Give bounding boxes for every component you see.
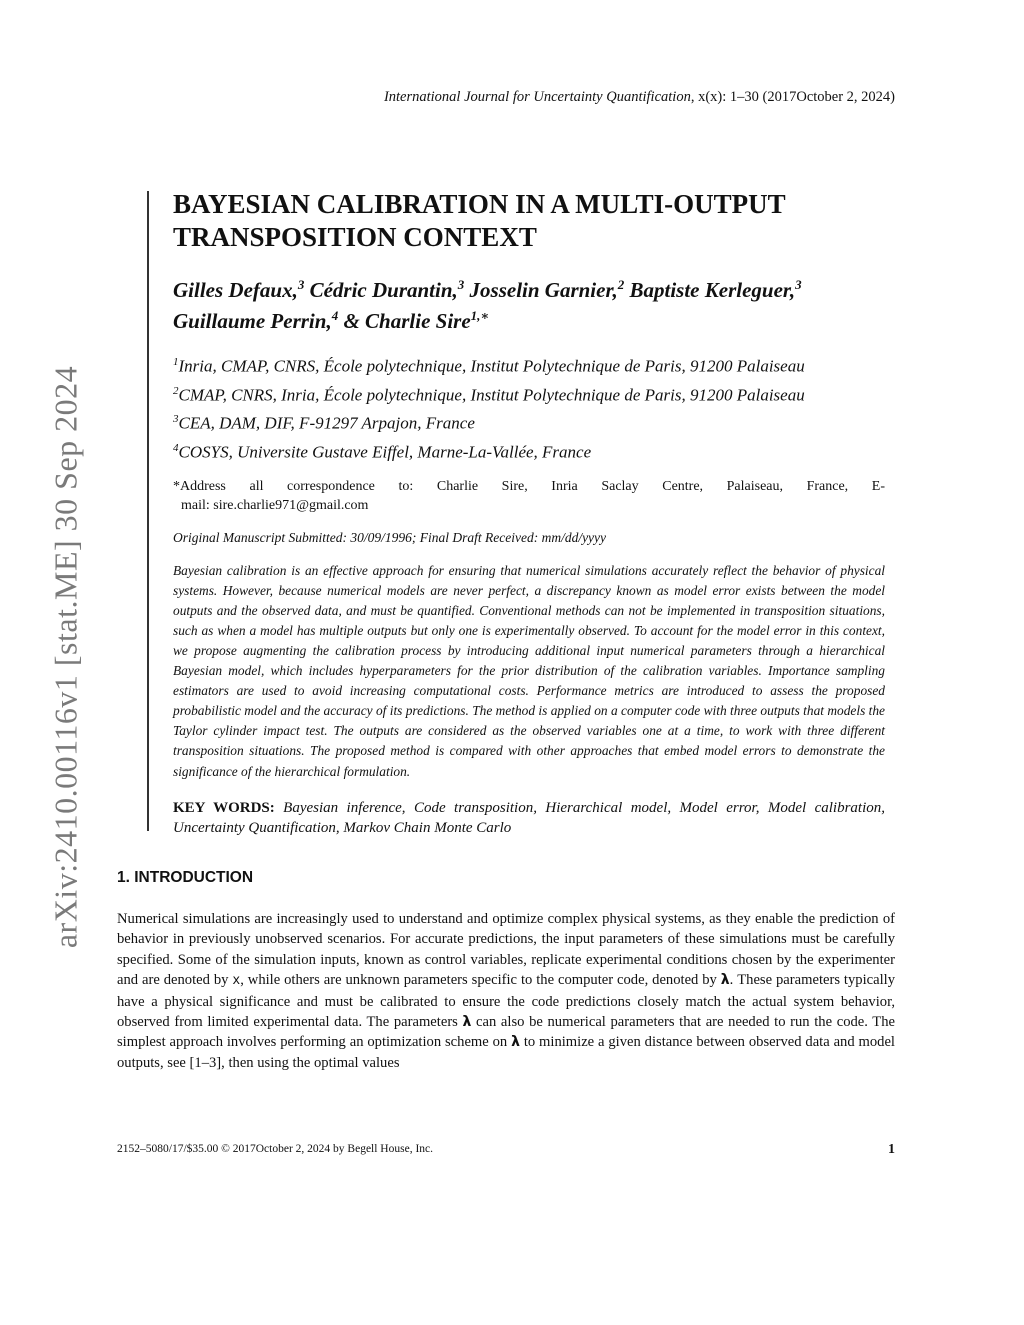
correspondence-line-1: *Address all correspondence to: Charlie Sire, Inria Saclay Centre, Palaiseau, France, E- (173, 478, 885, 494)
affiliation: $^2$CMAP, CNRS, Inria, École polytechnique, Institut Polytechnique de Paris, 91200 Palaiseau (173, 384, 805, 405)
keywords (173, 798, 885, 839)
page-number: 1 (888, 1142, 895, 1157)
journal-volume: , x(x): 1–30 (2017October 2, 2024) (690, 89, 895, 105)
affiliation: $^3$CEA, DAM, DIF, F-91297 Arpajon, France (173, 413, 475, 433)
affiliation: $^1$Inria, CMAP, CNRS, École polytechnique, Institut Polytechnique de Paris, 91200 Palaiseau (173, 356, 805, 376)
affiliation: $^4$COSYS, Universite Gustave Eiffel, Marne-La-Vallée, France (173, 441, 592, 462)
abstract: Bayesian calibration is an effective approach for ensuring that numerical simulations accurately reflect the behavior of physical systems. However, because numerical models are never perfect, a discrepancy known as model error exists between the model outputs and the observed data, and must be quantified. Conventional methods can not be implemented in transposition situations, such as when a model has multiple outputs but only one is experimentally observed. To account for the model error in this context, we propose augmenting the calibration process by introducing additional input numerical parameters through a hierarchical Bayesian model, which includes hyperparameters for the prior distribution of the calibration variables. Importance sampling estimators are used to avoid increasing computational costs. Performance metrics are introduced to assess the proposed probabilistic model and the accuracy of its predictions. The method is applied on a computer code with three outputs that models the Taylor cylinder impact test. The outputs are considered as the observed variables one at a time, to work with three different transposition situations. The proposed method is compared with other approaches that embed model errors to demonstrate the significance of the hierarchical formulation. (173, 562, 885, 779)
footer-copyright: 2152–5080/17/$35.00 © 2017October 2, 2024 by Begell House, Inc. (117, 1143, 434, 1155)
paper-header (173, 188, 885, 839)
introduction-paragraph: Numerical simulations are increasingly used to understand and optimize complex physical systems, as they enable the prediction of behavior in previously unobserved scenarios. For accurate predictions, the input parameters of these simulations must be carefully specified. Some of the simulation inputs, known as control variables, replicate experimental conditions chosen by the experimenter and are denoted by x, while others are unknown parameters specific to the computer code, denoted by λ. These parameters typically have a physical significance and must be calibrated to ensure the code predictions closely match the actual system behavior, observed from limited experimental data. The parameters λ can also be numerical parameters that are needed to run the code. The simplest approach involves performing an optimization scheme on λ to minimize a given distance between observed data and model outputs, see [1–3], then using the optimal values (117, 911, 896, 1071)
symbol-lambda: λ (462, 1014, 472, 1031)
keywords-label: KEY WORDS: (173, 799, 275, 816)
symbol-lambda: λ (511, 1034, 520, 1051)
paper-title (173, 188, 885, 254)
arxiv-stamp: arXiv:2410.00116v1 [stat.ME] 30 Sep 2024 (47, 365, 84, 949)
title-line-2: TRANSPOSITION CONTEXT (173, 222, 537, 252)
author-list (173, 272, 885, 334)
title-line-1: BAYESIAN CALIBRATION IN A MULTI-OUTPUT (173, 189, 786, 219)
journal-name: International Journal for Uncertainty Quantification (383, 89, 691, 105)
manuscript-dates: Original Manuscript Submitted: 30/09/1996; Final Draft Received: mm/dd/yyyy (173, 529, 607, 545)
affiliation-list (173, 350, 885, 465)
section-heading: 1. INTRODUCTION (117, 869, 254, 886)
correspondence-email: mail: sire.charlie971@gmail.com (181, 497, 369, 513)
author: Guillaume Perrin,$^4$ (173, 308, 339, 333)
correspondence (173, 477, 885, 515)
author: Baptiste Kerleguer,$^3$ (629, 277, 802, 302)
keywords-text: Bayesian inference, Code transposition, Hierarchical model, Model error, Model calibration, Uncertainty Quantification, Markov Chain Monte Carlo (173, 799, 885, 837)
running-head (200, 89, 895, 106)
symbol-x: x (232, 973, 241, 989)
author: Cédric Durantin,$^3$ (309, 277, 465, 302)
author: & Charlie Sire$^{1,∗}$ (343, 308, 490, 333)
author: Josselin Garnier,$^2$ (469, 277, 625, 302)
author: Gilles Defaux,$^3$ (173, 277, 305, 302)
symbol-lambda: λ (720, 972, 730, 989)
header-rule (147, 191, 149, 831)
